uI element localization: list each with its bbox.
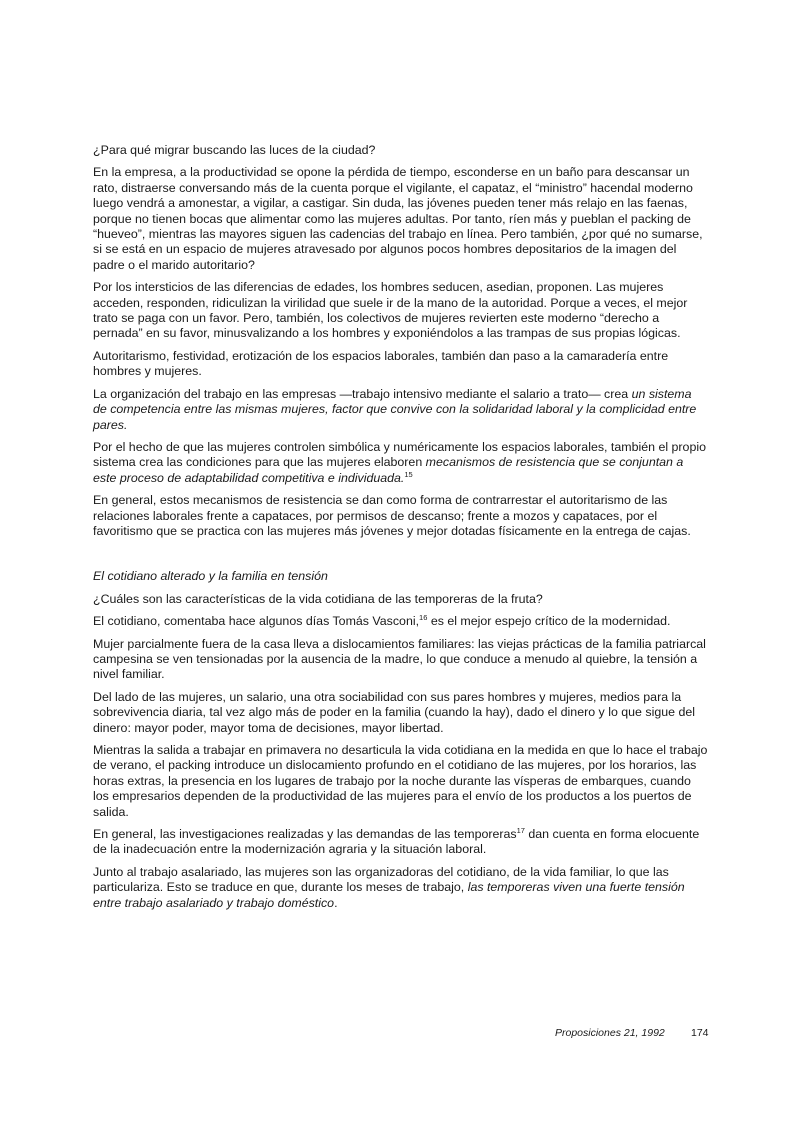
question-heading: ¿Para qué migrar buscando las luces de la ciudad? [93, 143, 376, 157]
paragraph-11 [93, 827, 708, 858]
paragraph-7 [93, 614, 708, 629]
page-body [93, 143, 708, 918]
paragraph-9: Del lado de las mujeres, un salario, una otra sociabilidad con sus pares hombres y mujeres, medios para la sobrevivencia diaria, tal vez algo más de poder en la familia (cuando la hay), dado el dinero y lo que sigue del dinero: mayor poder, mayor toma de decisiones, mayor libertad. [93, 689, 695, 735]
footnote-ref-16[interactable]: 16 [419, 613, 428, 623]
page-number: 174 [691, 1027, 709, 1039]
paragraph-5 [93, 440, 708, 486]
footnote-ref-17[interactable]: 17 [516, 826, 525, 836]
paragraph-2: Por los intersticios de las diferencias de edades, los hombres seducen, asedian, proponen. Las mujeres acceden, responden, ridiculizan la virilidad que suele ir de la mano de la autoridad. Porque a veces, el mejor trato se paga con un favor. Pero, también, los colectivos de mujeres revierten este moderno “derecho a pernada” en su favor, minusvalizando a los hombres y exponiéndolos a las trampas de sus propias lógicas. [93, 280, 688, 341]
paragraph-4-emphasis: un sistema de competencia entre las mismas mujeres, factor que convive con la solidaridad laboral y la complicidad entre pares. [93, 386, 697, 432]
paragraph-11-text: En general, las investigaciones realizadas y las demandas de las temporeras [93, 827, 517, 842]
paragraph-4 [93, 387, 708, 433]
paragraph-12-text: Junto al trabajo asalariado, las mujeres son las organizadoras del cotidiano, de la vida familiar, lo que las particulariza. Esto se traduce en que, durante los meses de trabajo, [93, 864, 669, 895]
paragraph-11-text-end: dan cuenta en forma elocuente de la inadecuación entre la modernización agraria y la situación laboral. [93, 827, 700, 857]
paragraph-3: Autoritarismo, festividad, erotización de los espacios laborales, también dan paso a la camaradería entre hombres y mujeres. [93, 348, 669, 379]
paragraph-10: Mientras la salida a trabajar en primavera no desarticula la vida cotidiana en la medida en que lo hace el trabajo de verano, el packing introduce un dislocamiento profundo en el cotidiano de las mujeres, por los horarios, las horas extras, la presencia en los lugares de trabajo por la noche durante las vísperas de embarques, cuando los empresarios dependen de la productividad de las mujeres para el envío de los productos a los puertos de salida. [93, 743, 708, 819]
paragraph-7-text: El cotidiano, comentaba hace algunos días Tomás Vasconi, [93, 614, 420, 629]
paragraph-5-text: Por el hecho de que las mujeres controlen simbólica y numéricamente los espacios laborales, también el propio sistema crea las condiciones para que las mujeres elaboren [93, 439, 706, 470]
paragraph-8: Mujer parcialmente fuera de la casa lleva a dislocamientos familiares: las viejas prácticas de la familia patriarcal campesina se ven tensionadas por la ausencia de la madre, lo que conduce a menudo al quiebre, la tensión a nivel familiar. [93, 636, 706, 682]
paragraph-5-emphasis: mecanismos de resistencia que se conjuntan a este proceso de adaptabilidad competitiva e individuada. [93, 455, 684, 485]
question-2: ¿Cuáles son las características de la vida cotidiana de las temporeras de la fruta? [93, 591, 543, 606]
footnote-ref-15[interactable]: 15 [404, 469, 413, 479]
section-title: El cotidiano alterado y la familia en tensión [93, 569, 328, 584]
paragraph-12 [93, 865, 708, 911]
paragraph-4-text: La organización del trabajo en las empresas —trabajo intensivo mediante el salario a trato— crea [93, 386, 632, 401]
paragraph-12-end: . [334, 895, 338, 910]
paragraph-12-emphasis: las temporeras viven una fuerte tensión entre trabajo asalariado y trabajo doméstico [93, 880, 685, 910]
paragraph-7-text-end: es el mejor espejo crítico de la modernidad. [427, 614, 671, 629]
journal-citation: Proposiciones 21, 1992 [555, 1027, 665, 1039]
paragraph-6: En general, estos mecanismos de resistencia se dan como forma de contrarrestar el autoritarismo de las relaciones laborales frente a capataces, por permisos de descanso; frente a mozos y capataces, por el favoritismo que se practica con las mujeres más jóvenes y mejor dotadas físicamente en la entrega de cajas. [93, 493, 691, 538]
paragraph-1: En la empresa, a la productividad se opone la pérdida de tiempo, esconderse en un baño para descansar un rato, distraerse conversando más de la cuenta porque el vigilante, el capataz, el “ministro” hacendal moderno luego vendrá a amonestar, a vigilar, a castigar. Sin duda, las jóvenes pueden tener más relajo en las faenas, porque no tienen bocas que alimentar como las mujeres adultas. Por tanto, ríen más y pueblan el packing de “hueveo”, mientras las mayores siguen las cadencias del trabajo en línea. Pero también, ¿por qué no sumarse, si se está en un espacio de mujeres atravesado por algunos pocos hombres depositarios de la imagen del padre o el marido autoritario? [93, 165, 703, 272]
